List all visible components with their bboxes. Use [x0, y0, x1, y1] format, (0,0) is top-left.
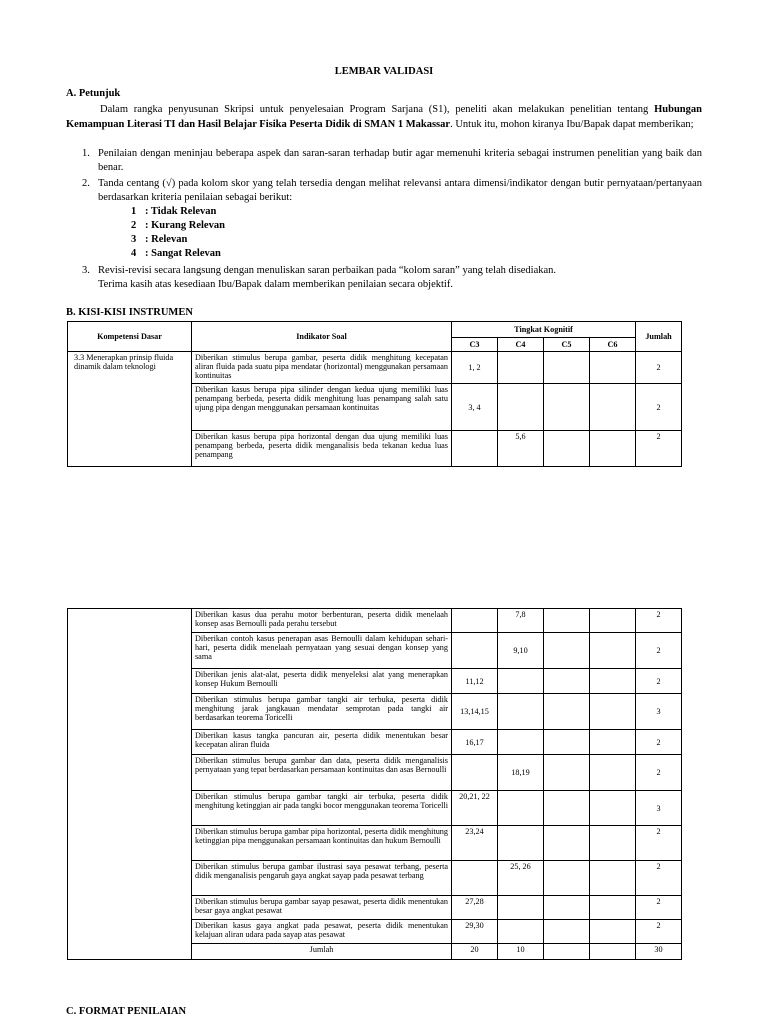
- thanks-text: Terima kasih atas kesediaan Ibu/Bapak dalam memberikan penilaian secara objektif.: [98, 279, 453, 290]
- intro-paragraph: [66, 102, 702, 132]
- jumlah-cell: 2: [636, 896, 682, 920]
- c4-cell: [498, 920, 544, 944]
- section-c-heading: C. FORMAT PENILAIAN: [66, 1006, 187, 1017]
- scale-item-1: [131, 205, 216, 219]
- indikator-cell: Diberikan jenis alat-alat, peserta didik menyeleksi alat yang menerapkan konsep Hukum Bernoulli: [192, 669, 452, 694]
- item-number: 3.: [82, 265, 90, 276]
- c4-cell: 25, 26: [498, 861, 544, 896]
- header-kompetensi: Kompetensi Dasar: [68, 322, 192, 352]
- scale-key: 2: [131, 220, 137, 231]
- c5-cell: [544, 694, 590, 730]
- c6-cell: [590, 730, 636, 755]
- c5-cell: [544, 730, 590, 755]
- c4-cell: [498, 791, 544, 826]
- c3-cell: 20,21, 22: [452, 791, 498, 826]
- c3-cell: 1, 2: [452, 352, 498, 384]
- jumlah-cell: 2: [636, 826, 682, 861]
- c5-cell: [544, 755, 590, 791]
- c3-cell: [452, 633, 498, 669]
- c6-cell: [590, 791, 636, 826]
- instruction-item-3: [82, 264, 702, 278]
- indikator-cell: Diberikan contoh kasus penerapan asas Bernoulli dalam kehidupan sehari-hari, peserta didik menelaah pernyataan yang sesuai dengan konsep yang sama: [192, 633, 452, 669]
- total-label: Jumlah: [192, 944, 452, 960]
- kisi-kisi-table-1: [67, 321, 682, 467]
- thanks-line: [82, 278, 702, 292]
- indikator-cell: Diberikan kasus dua perahu motor berbenturan, peserta didik menelaah konsep asas Bernoulli pada perahu tersebut: [192, 609, 452, 633]
- indikator-cell: Diberikan stimulus berupa gambar, peserta didik menghitung kecepatan aliran fluida pada suatu pipa mendatar (horizontal) menggunakan persamaan kontinuitas: [192, 352, 452, 384]
- c4-cell: [498, 896, 544, 920]
- jumlah-cell: 3: [636, 791, 682, 826]
- jumlah-cell: 2: [636, 669, 682, 694]
- c6-cell: [590, 633, 636, 669]
- c4-cell: 5,6: [498, 431, 544, 467]
- scale-label: : Relevan: [145, 234, 188, 245]
- jumlah-cell: 2: [636, 609, 682, 633]
- scale-label: : Kurang Relevan: [145, 220, 225, 231]
- c5-cell: [544, 920, 590, 944]
- c6-cell: [590, 826, 636, 861]
- c6-cell: [590, 755, 636, 791]
- c5-cell: [544, 861, 590, 896]
- jumlah-cell: 2: [636, 730, 682, 755]
- kompetensi-cell: 3.3 Menerapkan prinsip fluida dinamik dalam teknologi: [68, 352, 192, 467]
- c6-cell: [590, 384, 636, 431]
- scale-label: : Tidak Relevan: [145, 206, 217, 217]
- c3-cell: 27,28: [452, 896, 498, 920]
- c6-cell: [590, 669, 636, 694]
- c3-cell: 29,30: [452, 920, 498, 944]
- indikator-cell: Diberikan stimulus berupa gambar dan data, peserta didik menganalisis pernyataan yang tepat berdasarkan persamaan kontinuitas dan asas Bernoulli: [192, 755, 452, 791]
- c5-cell: [544, 352, 590, 384]
- intro-text: Dalam rangka penyusunan Skripsi untuk penyelesaian Program Sarjana (S1), peneliti akan melakukan penelitian tentang: [100, 104, 655, 115]
- c4-cell: 7,8: [498, 609, 544, 633]
- scale-item-4: [131, 247, 221, 261]
- section-a-heading: A. Petunjuk: [66, 88, 121, 99]
- scale-key: 3: [131, 234, 137, 245]
- header-c3: C3: [452, 338, 498, 352]
- indikator-cell: Diberikan stimulus berupa gambar tangki air terbuka, peserta didik menghitung ketinggian air pada tangki bocor menggunakan teorema Toricelli: [192, 791, 452, 826]
- c3-cell: 16,17: [452, 730, 498, 755]
- indikator-cell: Diberikan stimulus berupa gambar ilustrasi saya pesawat terbang, peserta didik menganalisis pengaruh gaya angkat sayap pada pesawat terbang: [192, 861, 452, 896]
- c6-cell: [590, 609, 636, 633]
- intro-text-end: . Untuk itu, mohon kiranya Ibu/Bapak dapat memberikan;: [450, 119, 694, 130]
- c4-cell: [498, 694, 544, 730]
- c5-cell: [544, 633, 590, 669]
- c5-cell: [544, 431, 590, 467]
- c3-cell: 23,24: [452, 826, 498, 861]
- c5-cell: [544, 384, 590, 431]
- c6-cell: [590, 896, 636, 920]
- jumlah-cell: 2: [636, 633, 682, 669]
- header-indikator: Indikator Soal: [192, 322, 452, 352]
- c3-cell: [452, 609, 498, 633]
- item-text: Penilaian dengan meninjau beberapa aspek dan saran-saran terhadap butir agar memenuhi kriteria sebagai instrumen penelitian yang baik dan benar.: [98, 148, 702, 173]
- indikator-cell: Diberikan stimulus berupa gambar tangki air terbuka, peserta didik menghitung jarak jangkauan mendatar semprotan pada tangki air berdasarkan teorema Toricelli: [192, 694, 452, 730]
- c3-cell: 11,12: [452, 669, 498, 694]
- jumlah-cell: 2: [636, 384, 682, 431]
- indikator-cell: Diberikan kasus berupa pipa horizontal dengan dua ujung memiliki luas penampang berbeda, peserta didik menganalisis beda tekanan kedua luas penampang: [192, 431, 452, 467]
- c3-cell: [452, 861, 498, 896]
- kisi-kisi-table-2: [67, 608, 682, 960]
- scale-item-3: [131, 233, 187, 247]
- c4-cell: 18,19: [498, 755, 544, 791]
- c4-cell: [498, 826, 544, 861]
- indikator-cell: Diberikan kasus berupa pipa silinder dengan kedua ujung memiliki luas penampang berbeda, peserta didik menghitung luas penampang salah satu ujung pipa dengan menggunakan persamaan kontinuitas: [192, 384, 452, 431]
- c5-cell: [544, 669, 590, 694]
- indikator-cell: Diberikan stimulus berupa gambar pipa horizontal, peserta didik menghitung ketinggian pipa menggunakan persamaan kontinuitas dan hukum Bernoulli: [192, 826, 452, 861]
- header-c5: C5: [544, 338, 590, 352]
- c4-cell: [498, 352, 544, 384]
- instruction-item-1: [82, 147, 702, 175]
- item-text: Revisi-revisi secara langsung dengan menuliskan saran perbaikan pada “kolom saran” yang telah disediakan.: [98, 265, 557, 276]
- indikator-cell: Diberikan kasus tangka pancuran air, peserta didik menentukan besar kecepatan aliran fluida: [192, 730, 452, 755]
- jumlah-cell: 2: [636, 431, 682, 467]
- c3-cell: 3, 4: [452, 384, 498, 431]
- scale-item-2: [131, 219, 225, 233]
- item-text: Tanda centang (√) pada kolom skor yang telah tersedia dengan melihat relevansi antara dimensi/indikator dengan butir pernyataan/pertanyaan berdasarkan kriteria penilaian sebagai berikut:: [98, 178, 702, 203]
- indikator-cell: Diberikan kasus gaya angkat pada pesawat, peserta didik menentukan kelajuan aliran udara pada sayap atas pesawat: [192, 920, 452, 944]
- c5-cell: [544, 826, 590, 861]
- header-c4: C4: [498, 338, 544, 352]
- header-jumlah: Jumlah: [636, 322, 682, 352]
- table-row: [68, 352, 682, 384]
- total-c3: 20: [452, 944, 498, 960]
- c6-cell: [590, 431, 636, 467]
- c4-cell: [498, 730, 544, 755]
- item-number: 1.: [82, 148, 90, 159]
- c4-cell: [498, 669, 544, 694]
- header-tingkat-kognitif: Tingkat Kognitif: [452, 322, 636, 338]
- c6-cell: [590, 352, 636, 384]
- item-number: 2.: [82, 178, 90, 189]
- c3-cell: 13,14,15: [452, 694, 498, 730]
- c4-cell: 9,10: [498, 633, 544, 669]
- document-title: LEMBAR VALIDASI: [334, 66, 434, 77]
- scale-label: : Sangat Relevan: [145, 248, 221, 259]
- instruction-item-2: [82, 177, 702, 205]
- jumlah-cell: 2: [636, 755, 682, 791]
- total-jumlah: 30: [636, 944, 682, 960]
- c5-cell: [544, 791, 590, 826]
- jumlah-cell: 3: [636, 694, 682, 730]
- total-c4: 10: [498, 944, 544, 960]
- indikator-cell: Diberikan stimulus berupa gambar sayap pesawat, peserta didik menentukan besar gaya angkat pesawat: [192, 896, 452, 920]
- intro-research-title: Hubungan Kemampuan Literasi TI dan Hasil Belajar Fisika Peserta Didik di SMAN 1 Makassar: [66, 104, 702, 130]
- jumlah-cell: 2: [636, 352, 682, 384]
- c5-cell: [544, 896, 590, 920]
- scale-key: 4: [131, 248, 137, 259]
- c6-cell: [590, 694, 636, 730]
- section-b-heading: B. KISI-KISI INSTRUMEN: [66, 307, 193, 318]
- jumlah-cell: 2: [636, 920, 682, 944]
- c5-cell: [544, 609, 590, 633]
- header-c6: C6: [590, 338, 636, 352]
- c6-cell: [590, 920, 636, 944]
- c6-cell: [590, 861, 636, 896]
- total-c6: [590, 944, 636, 960]
- c3-cell: [452, 755, 498, 791]
- kompetensi-cell-blank: [68, 609, 192, 960]
- scale-key: 1: [131, 206, 137, 217]
- table-row: [68, 609, 682, 633]
- c3-cell: [452, 431, 498, 467]
- total-c5: [544, 944, 590, 960]
- c4-cell: [498, 384, 544, 431]
- jumlah-cell: 2: [636, 861, 682, 896]
